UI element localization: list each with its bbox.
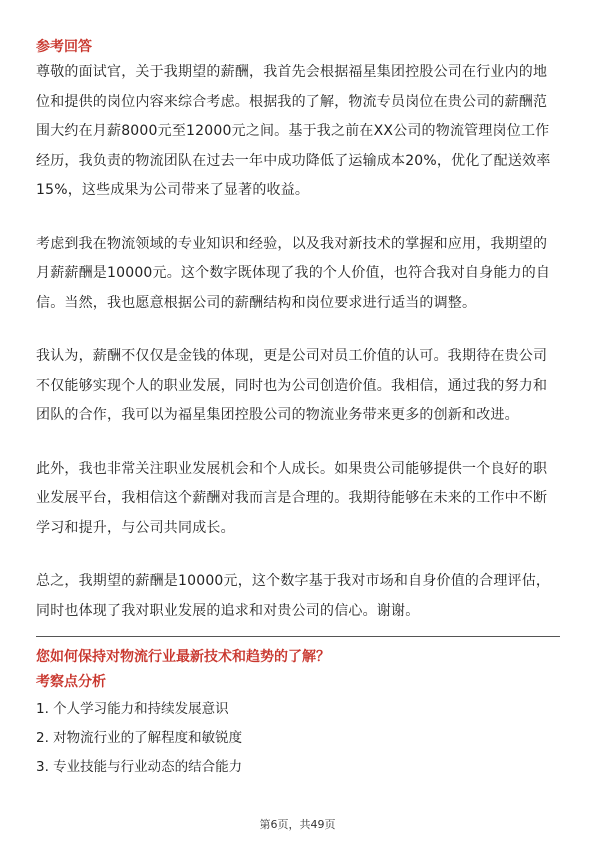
document-page (36, 36, 560, 782)
section-divider (36, 636, 560, 637)
answer-paragraph-4: 此外，我也非常关注职业发展机会和个人成长。如果贵公司能够提供一个良好的职业发展平台，我相信这个薪酬对我而言是合理的。我期待能够在未来的工作中不断学习和提升，与公司共同成长。 (36, 460, 548, 536)
analysis-heading: 考察点分析 (36, 674, 106, 690)
analysis-point-1: 1. 个人学习能力和持续发展意识 (36, 701, 229, 717)
analysis-point-2: 2. 对物流行业的了解程度和敏锐度 (36, 730, 243, 746)
analysis-point-3: 3. 专业技能与行业动态的结合能力 (36, 759, 243, 775)
answer-paragraph-1: 尊敬的面试官，关于我期望的薪酬，我首先会根据福星集团控股公司在行业内的地位和提供的岗位内容来综合考虑。根据我的了解，物流专员岗位在贵公司的薪酬范围大约在月薪8000元至12000元之间。基于我之前在XX公司的物流管理岗位工作经历，我负责的物流团队在过去一年中成功降低了运输成本20%，优化了配送效率15%，这些成果为公司带来了显著的收益。 (36, 64, 551, 198)
reference-answer-heading: 参考回答 (36, 39, 92, 55)
page-footer: 第6页，共49页 (259, 818, 336, 831)
answer-paragraph-3: 我认为，薪酬不仅仅是金钱的体现，更是公司对员工价值的认可。我期待在贵公司不仅能够实现个人的职业发展，同时也为公司创造价值。我相信，通过我的努力和团队的合作，我可以为福星集团控股公司的物流业务带来更多的创新和改进。 (36, 348, 548, 423)
answer-paragraph-5: 总之，我期望的薪酬是10000元，这个数字基于我对市场和自身价值的合理评估，同时也体现了我对职业发展的追求和对贵公司的信心。谢谢。 (36, 573, 551, 619)
question-title: 您如何保持对物流行业最新技术和趋势的了解？ (36, 649, 330, 665)
answer-paragraph-2: 考虑到我在物流领域的专业知识和经验，以及我对新技术的掌握和应用，我期望的月薪薪酬是10000元。这个数字既体现了我的个人价值，也符合我对自身能力的自信。当然，我也愿意根据公司的薪酬结构和岗位要求进行适当的调整。 (36, 235, 551, 311)
